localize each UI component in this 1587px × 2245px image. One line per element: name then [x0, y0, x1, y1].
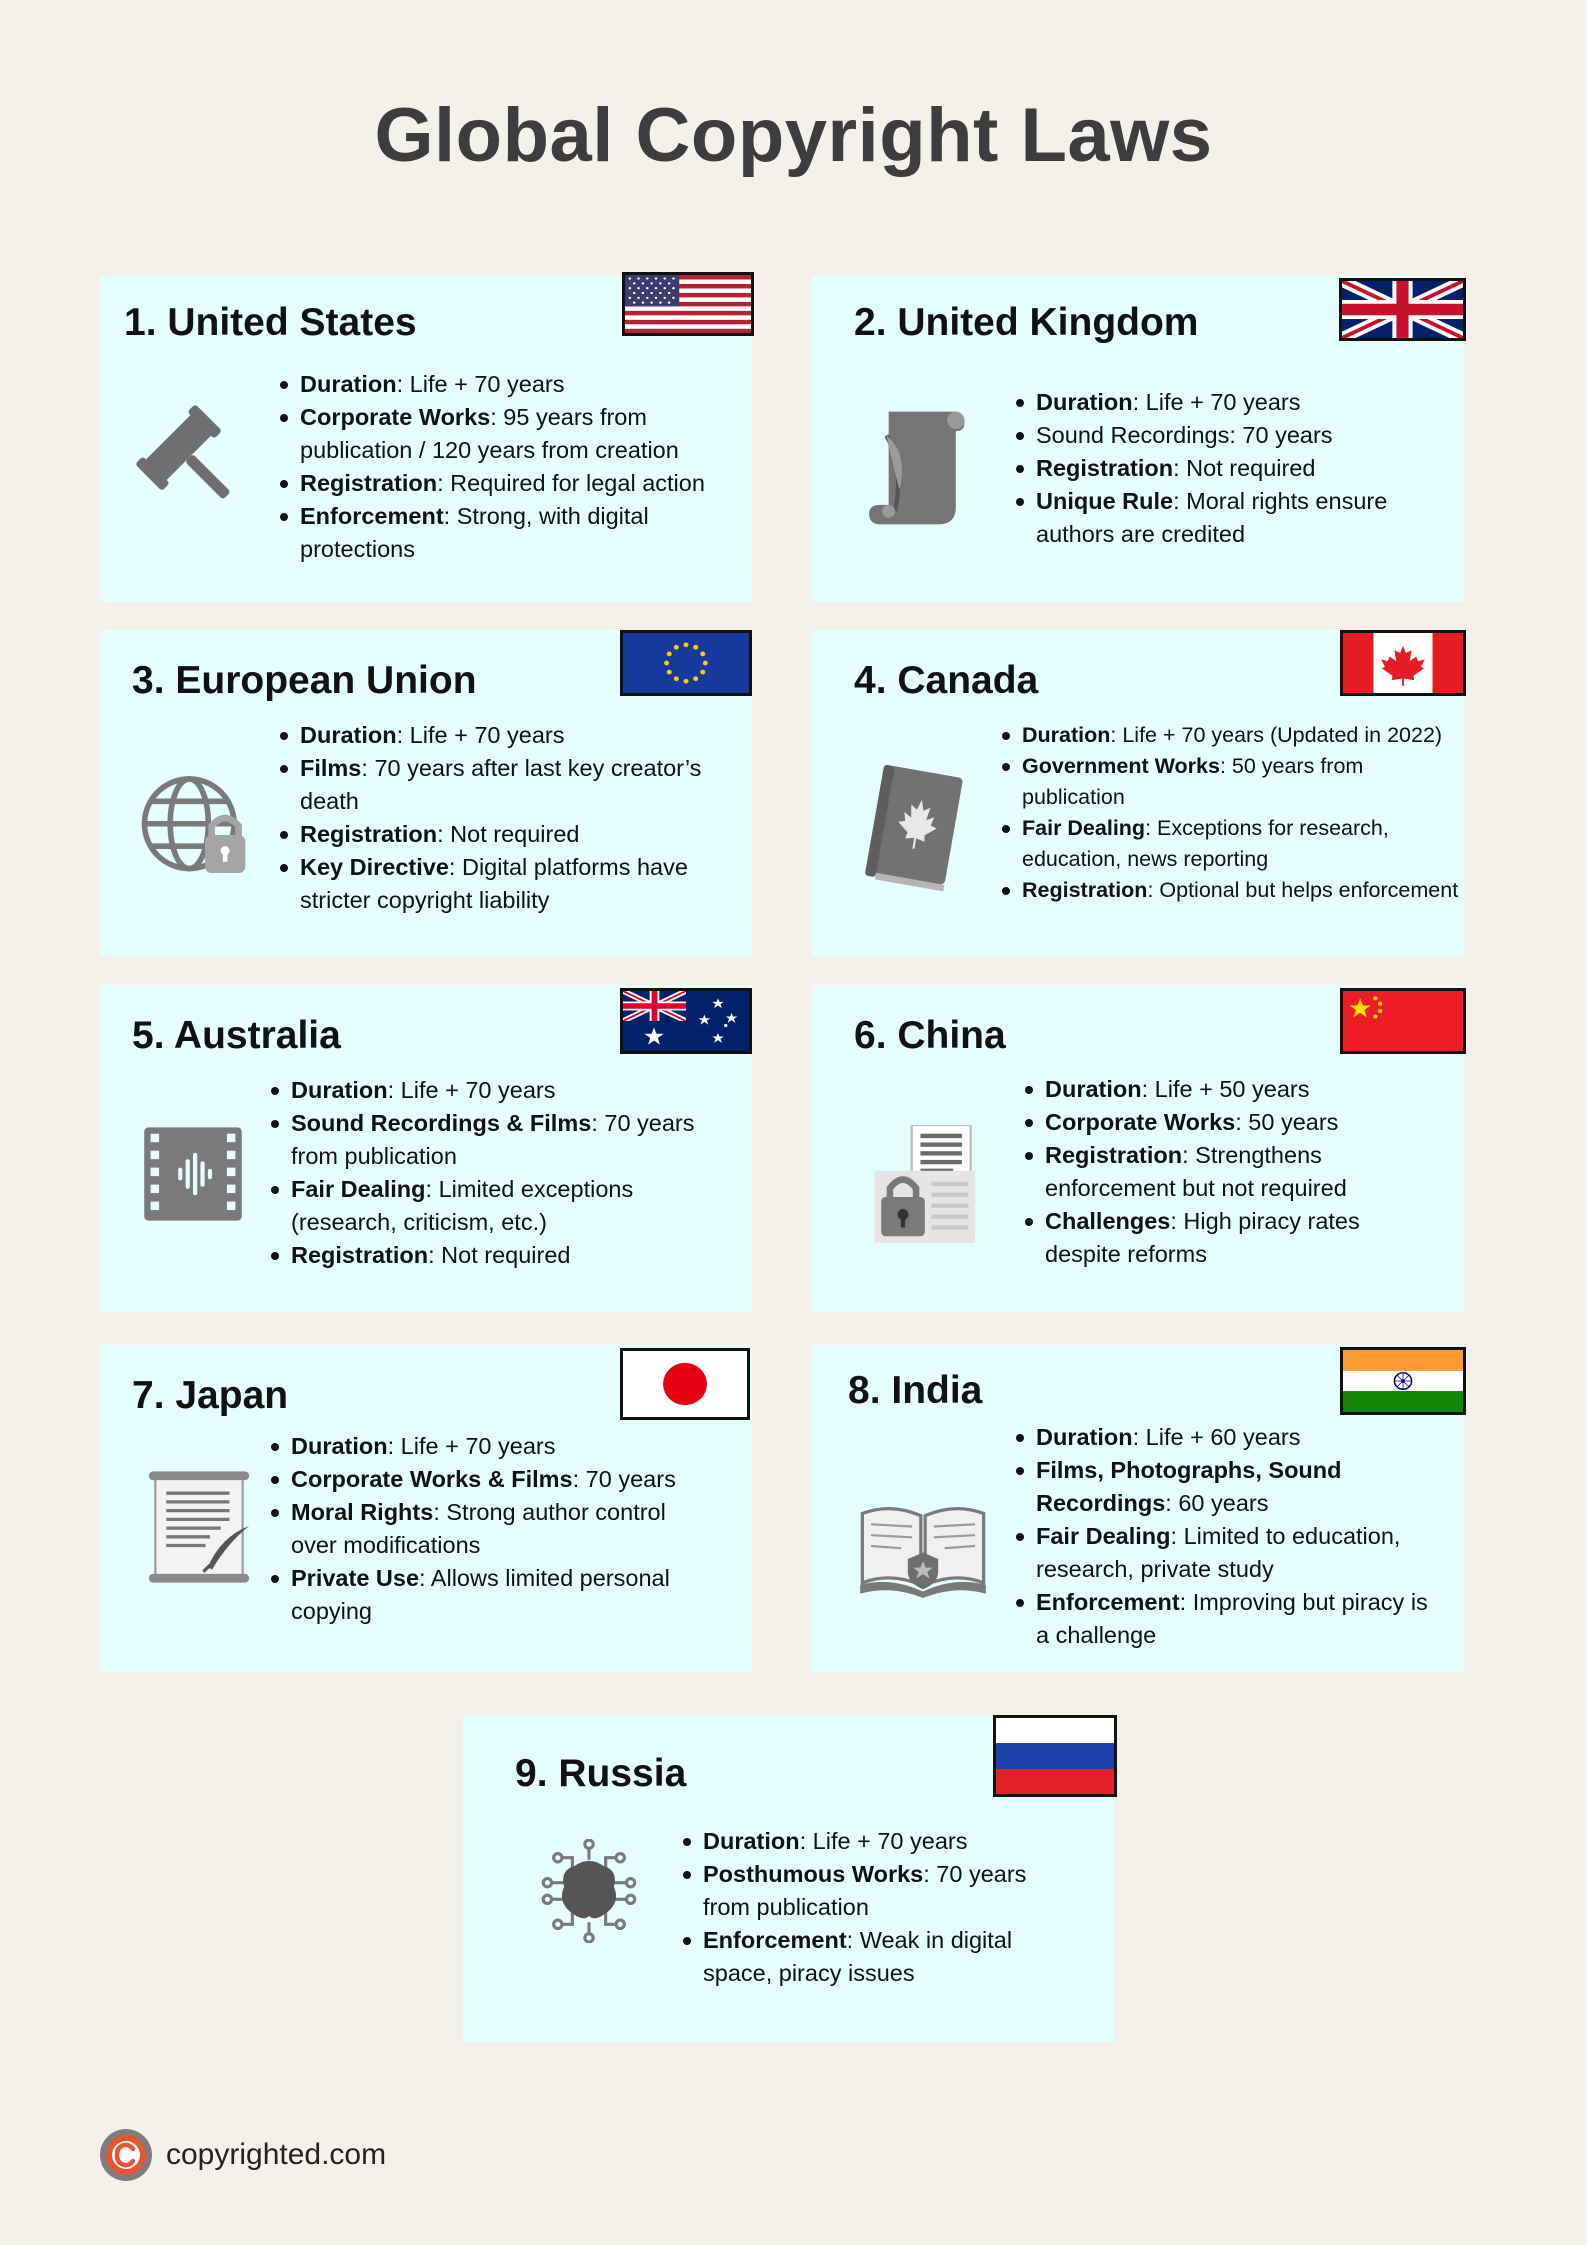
fact-item: Fair Dealing: Exceptions for research, education, news reporting — [998, 813, 1460, 875]
fact-item: Duration: Life + 70 years — [276, 719, 706, 752]
fact-item: Government Works: 50 years from publication — [998, 751, 1460, 813]
country-card-european-union — [100, 630, 752, 957]
maple-book-icon — [860, 762, 970, 892]
card-title: 4. Canada — [854, 659, 1039, 702]
card-title: 2. United Kingdom — [854, 301, 1199, 344]
fact-item: Fair Dealing: Limited to education, research, private study — [1012, 1520, 1432, 1586]
card-title: 7. Japan — [132, 1374, 289, 1417]
copyright-logo-icon — [98, 2127, 154, 2183]
fact-item: Registration: Not required — [267, 1239, 727, 1272]
fact-item: Corporate Works: 50 years — [1021, 1106, 1421, 1139]
fact-item: Enforcement: Weak in digital space, piracy issues — [679, 1924, 1059, 1990]
facts-list — [679, 1825, 1059, 1990]
india-flag-icon — [1340, 1347, 1466, 1415]
fact-item: Fair Dealing: Limited exceptions (research, criticism, etc.) — [267, 1173, 727, 1239]
fact-item: Duration: Life + 70 years (Updated in 2022) — [998, 720, 1460, 751]
circuit-brain-icon — [537, 1839, 641, 1943]
fact-item: Duration: Life + 70 years — [679, 1825, 1059, 1858]
scroll-quill-icon — [864, 403, 974, 533]
fact-item: Registration: Optional but helps enforcement — [998, 875, 1460, 906]
fact-item: Duration: Life + 70 years — [276, 368, 716, 401]
country-card-united-kingdom — [812, 275, 1464, 602]
gavel-icon — [136, 405, 248, 517]
card-title: 1. United States — [124, 301, 417, 344]
facts-list — [267, 1430, 717, 1628]
canada-flag-icon — [1340, 630, 1466, 696]
fact-item: Registration: Strengthens enforcement but not required — [1021, 1139, 1421, 1205]
fact-item: Duration: Life + 70 years — [267, 1074, 727, 1107]
open-book-icon — [858, 1491, 988, 1601]
film-audio-icon — [140, 1121, 246, 1227]
manuscript-quill-icon — [144, 1467, 254, 1587]
us-flag-icon — [622, 272, 754, 336]
eu-flag-icon — [620, 630, 752, 696]
fact-item: Films, Photographs, Sound Recordings: 60 years — [1012, 1454, 1432, 1520]
russia-flag-icon — [993, 1715, 1117, 1797]
fact-item: Registration: Required for legal action — [276, 467, 716, 500]
country-card-china — [812, 985, 1464, 1312]
fact-item: Posthumous Works: 70 years from publication — [679, 1858, 1059, 1924]
country-card-canada — [812, 630, 1464, 957]
document-lock-icon — [872, 1125, 982, 1245]
fact-item: Enforcement: Strong, with digital protections — [276, 500, 716, 566]
country-card-australia — [100, 985, 752, 1312]
australia-flag-icon — [620, 988, 752, 1054]
fact-item: Sound Recordings & Films: 70 years from publication — [267, 1107, 727, 1173]
fact-item: Registration: Not required — [276, 818, 706, 851]
country-card-united-states — [100, 275, 752, 602]
facts-list — [267, 1074, 727, 1272]
fact-item: Sound Recordings: 70 years — [1012, 419, 1412, 452]
china-flag-icon — [1340, 988, 1466, 1054]
fact-item: Unique Rule: Moral rights ensure authors are credited — [1012, 485, 1412, 551]
fact-item: Duration: Life + 70 years — [267, 1430, 717, 1463]
fact-item: Corporate Works: 95 years from publication / 120 years from creation — [276, 401, 716, 467]
facts-list — [998, 720, 1460, 906]
fact-item: Duration: Life + 70 years — [1012, 386, 1412, 419]
fact-item: Challenges: High piracy rates despite reforms — [1021, 1205, 1421, 1271]
fact-item: Registration: Not required — [1012, 452, 1412, 485]
card-title: 8. India — [848, 1369, 983, 1412]
globe-lock-icon — [140, 770, 252, 882]
facts-list — [1021, 1073, 1421, 1271]
facts-list — [1012, 1421, 1432, 1652]
fact-item: Enforcement: Improving but piracy is a challenge — [1012, 1586, 1432, 1652]
fact-item: Corporate Works & Films: 70 years — [267, 1463, 717, 1496]
fact-item: Moral Rights: Strong author control over modifications — [267, 1496, 717, 1562]
card-title: 6. China — [854, 1014, 1006, 1057]
uk-flag-icon — [1339, 278, 1466, 341]
fact-item: Private Use: Allows limited personal copying — [267, 1562, 717, 1628]
facts-list — [276, 368, 716, 566]
fact-item: Duration: Life + 60 years — [1012, 1421, 1432, 1454]
country-card-russia — [463, 1715, 1115, 2042]
card-title: 9. Russia — [515, 1752, 687, 1795]
japan-flag-icon — [620, 1348, 750, 1420]
fact-item: Duration: Life + 50 years — [1021, 1073, 1421, 1106]
country-card-japan — [100, 1345, 752, 1672]
fact-item: Films: 70 years after last key creator’s death — [276, 752, 706, 818]
page-title: Global Copyright Laws — [374, 93, 1213, 178]
facts-list — [1012, 386, 1412, 551]
fact-item: Key Directive: Digital platforms have stricter copyright liability — [276, 851, 706, 917]
facts-list — [276, 719, 706, 917]
footer-brand — [98, 2127, 386, 2183]
card-title: 3. European Union — [132, 659, 477, 702]
card-title: 5. Australia — [132, 1014, 341, 1057]
brand-name[interactable]: copyrighted.com — [166, 2138, 387, 2171]
country-card-india — [812, 1345, 1464, 1672]
